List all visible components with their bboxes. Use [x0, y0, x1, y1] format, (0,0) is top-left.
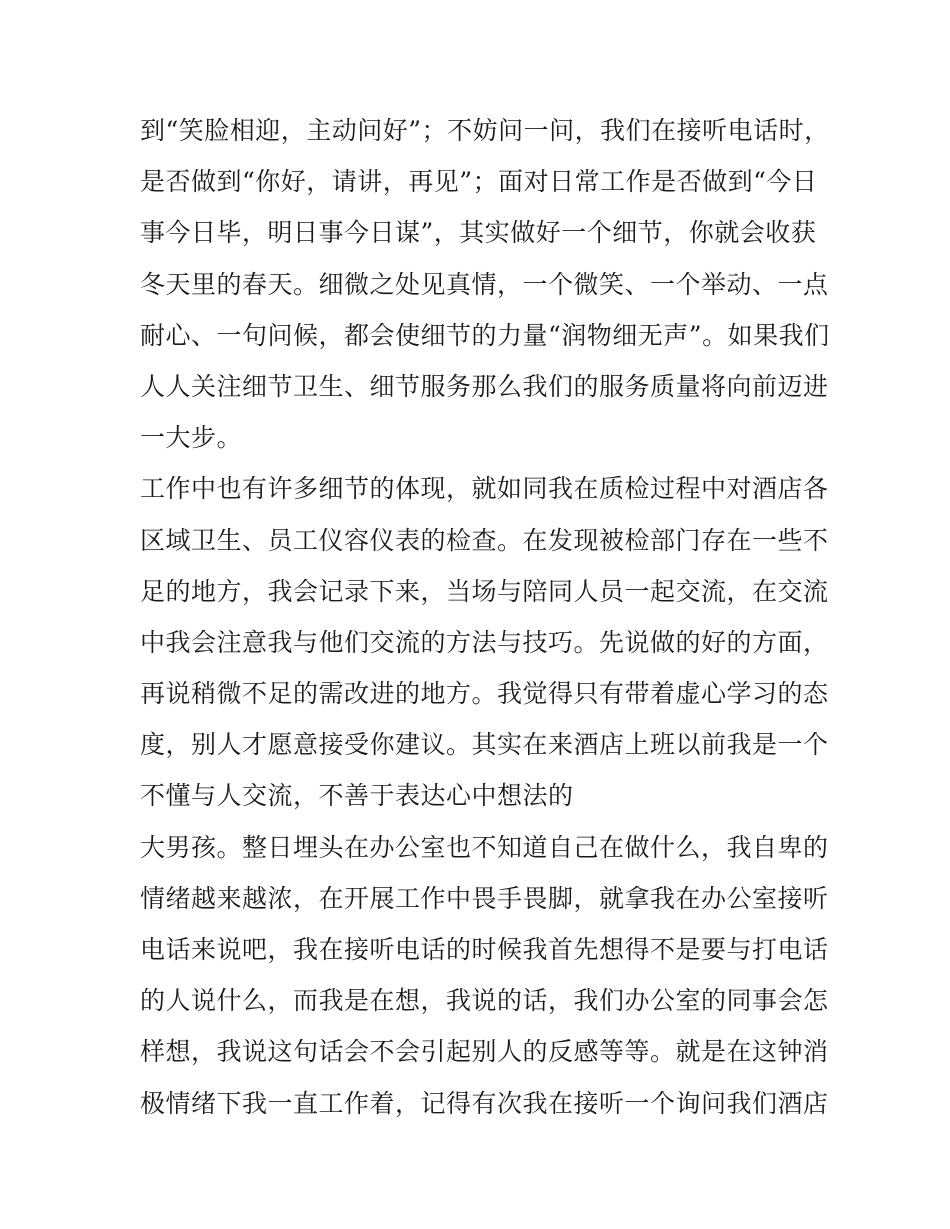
text-line-8: 工作中也有许多细节的体现，就如同我在质检过程中对酒店各: [140, 474, 829, 504]
text-line-20: 极情绪下我一直工作着，记得有次我在接听一个询问我们酒店: [140, 1088, 829, 1118]
text-line-13: 度，别人才愿意接受你建议。其实在来酒店上班以前我是一个: [140, 730, 829, 760]
text-line-6: 人人关注细节卫生、细节服务那么我们的服务质量将向前迈进: [140, 371, 829, 401]
text-line-7: 一大步。: [140, 423, 243, 453]
text-line-2: 是否做到“你好，请讲，再见”；面对日常工作是否做到“今日: [140, 167, 818, 197]
text-line-17: 电话来说吧，我在接听电话的时候我首先想得不是要与打电话: [140, 935, 829, 964]
text-line-18: 的人说什么，而我是在想，我说的话，我们办公室的同事会怎: [140, 986, 829, 1016]
text-line-15: 大男孩。整日埋头在办公室也不知道自己在做什么，我自卑的: [140, 832, 829, 862]
text-line-16: 情绪越来越浓，在开展工作中畏手畏脚，就拿我在办公室接听: [140, 883, 829, 913]
text-line-3: 事今日毕，明日事今日谋”，其实做好一个细节，你就会收获: [140, 218, 817, 248]
text-line-10: 足的地方，我会记录下来，当场与陪同人员一起交流，在交流: [140, 576, 829, 606]
text-line-9: 区域卫生、员工仪容仪表的检查。在发现被检部门存在一些不: [140, 525, 829, 555]
text-line-11: 中我会注意我与他们交流的方法与技巧。先说做的好的方面，: [140, 627, 829, 657]
body-text: [140, 105, 830, 1129]
text-line-14: 不懂与人交流，不善于表达心中想法的: [140, 781, 574, 811]
text-line-5: 耐心、一句问候，都会使细节的力量“润物细无声”。如果我们: [140, 320, 830, 350]
text-line-4: 冬天里的春天。细微之处见真情，一个微笑、一个举动、一点: [140, 269, 829, 299]
text-line-19: 样想，我说这句话会不会引起别人的反感等等。就是在这钟消: [140, 1037, 829, 1067]
text-line-1: 到“笑脸相迎，主动问好”；不妨问一问，我们在接听电话时，: [140, 116, 830, 145]
text-line-12: 再说稍微不足的需改进的地方。我觉得只有带着虚心学习的态: [140, 679, 829, 709]
